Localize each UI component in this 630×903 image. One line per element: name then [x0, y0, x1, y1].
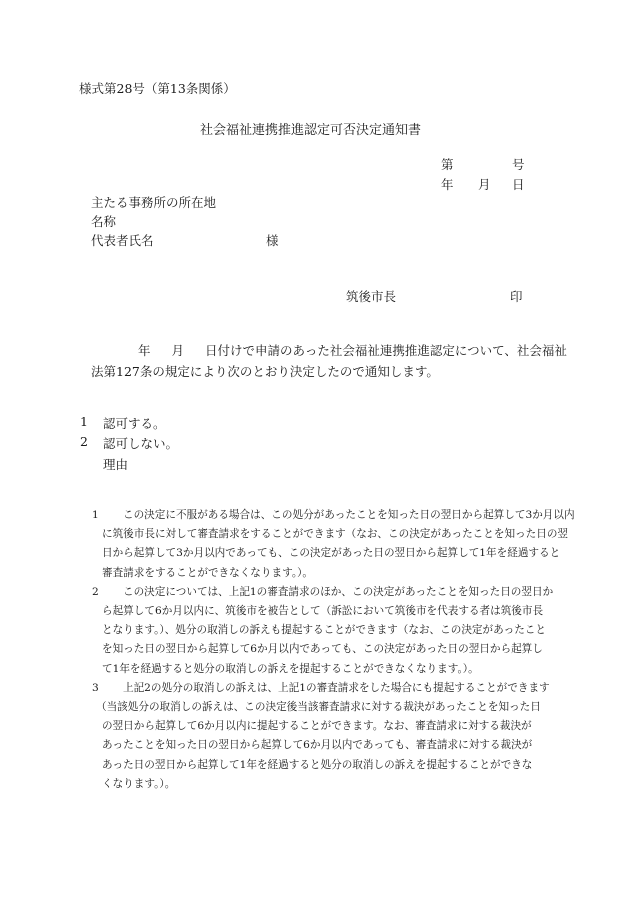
note-2-number: 2: [92, 585, 99, 598]
note-2-line: となります。）、処分の取消しの訴えも提起することができます（なお、この決定があったこと: [102, 624, 546, 637]
note-1-line: 審査請求をすることができなくなります。）。: [102, 566, 314, 579]
decision-2-number: 2: [80, 434, 88, 449]
body-year: 年: [138, 343, 151, 358]
date-day: 日: [512, 177, 525, 192]
issuer-seal: 印: [510, 289, 523, 304]
note-3-number: 3: [92, 681, 99, 694]
notes-section: [70, 506, 575, 794]
doc-number-prefix: 第: [441, 157, 454, 172]
body-line2: 法第127条の規定により次のとおり決定したので通知します。: [91, 364, 439, 379]
decision-1-text: 認可する。: [103, 416, 166, 431]
note-1-line: 日から起算して3か月以内であっても、この決定があった日の翌日から起算して1年を経過すると: [102, 547, 561, 560]
note-1-line: この決定に不服がある場合は、この処分があったことを知った日の翌日から起算して3か月以内: [123, 509, 575, 521]
note-3-line: あったことを知った日の翌日から起算して6か月以内であっても、審査請求に対する裁決が: [102, 739, 533, 752]
recipient-rep-label: 代表者氏名: [91, 233, 154, 248]
note-3: [70, 679, 560, 794]
doc-number-suffix: 号: [512, 157, 525, 172]
reason-label: 理由: [103, 457, 129, 472]
date-month: 月: [478, 177, 491, 192]
note-2-line: を知った日の翌日から起算して6か月以内であっても、この決定があった日の翌日から起算し: [102, 643, 543, 656]
note-1-number: 1: [92, 509, 99, 521]
form-number: 様式第28号（第13条関係）: [79, 81, 236, 96]
recipient-address-label: 主たる事務所の所在地: [91, 195, 217, 210]
note-3-line: くなります。）。: [102, 777, 176, 790]
note-2-line: て1年を経過すると処分の取消しの訴えを提起することができなくなります。）。: [102, 662, 479, 675]
note-2-line: この決定については、上記1の審査請求のほか、この決定があったことを知った日の翌日か: [123, 585, 554, 598]
decision-2-text: 認可しない。: [103, 436, 179, 451]
note-2-line: ら起算して6か月以内に、筑後市を被告として（訴訟において筑後市を代表する者は筑後市長: [102, 605, 544, 618]
note-3-line: （当該処分の取消しの訴えは、この決定後当該審査請求に対する裁決があったことを知った日: [96, 701, 541, 714]
issuer-name: 筑後市長: [346, 289, 397, 304]
decision-1-number: 1: [80, 414, 88, 429]
recipient-name-label: 名称: [91, 214, 117, 229]
note-3-line: 上記2の処分の取消しの訴えは、上記1の審査請求をした場合にも提起することができます: [123, 681, 550, 694]
date-year: 年: [441, 177, 454, 192]
note-2: [70, 583, 560, 679]
body-paragraph: [91, 340, 567, 382]
body-line1: 日付けで申請のあった社会福祉連携推進認定について、社会福祉: [205, 343, 567, 358]
recipient-honorific: 様: [266, 233, 279, 248]
note-1-line: に筑後市長に対して審査請求をすることができます（なお、この決定があったことを知った日の翌: [102, 528, 569, 541]
document-title: 社会福祉連携推進認定可否決定通知書: [200, 123, 422, 138]
note-3-line: の翌日から起算して6か月以内に提起することができます。なお、審査請求に対する裁決が: [102, 720, 532, 733]
note-1: [70, 506, 575, 583]
body-month: 月: [171, 343, 185, 358]
note-3-line: あった日の翌日から起算して1年を経過すると処分の取消しの訴えを提起することができな: [102, 758, 533, 771]
